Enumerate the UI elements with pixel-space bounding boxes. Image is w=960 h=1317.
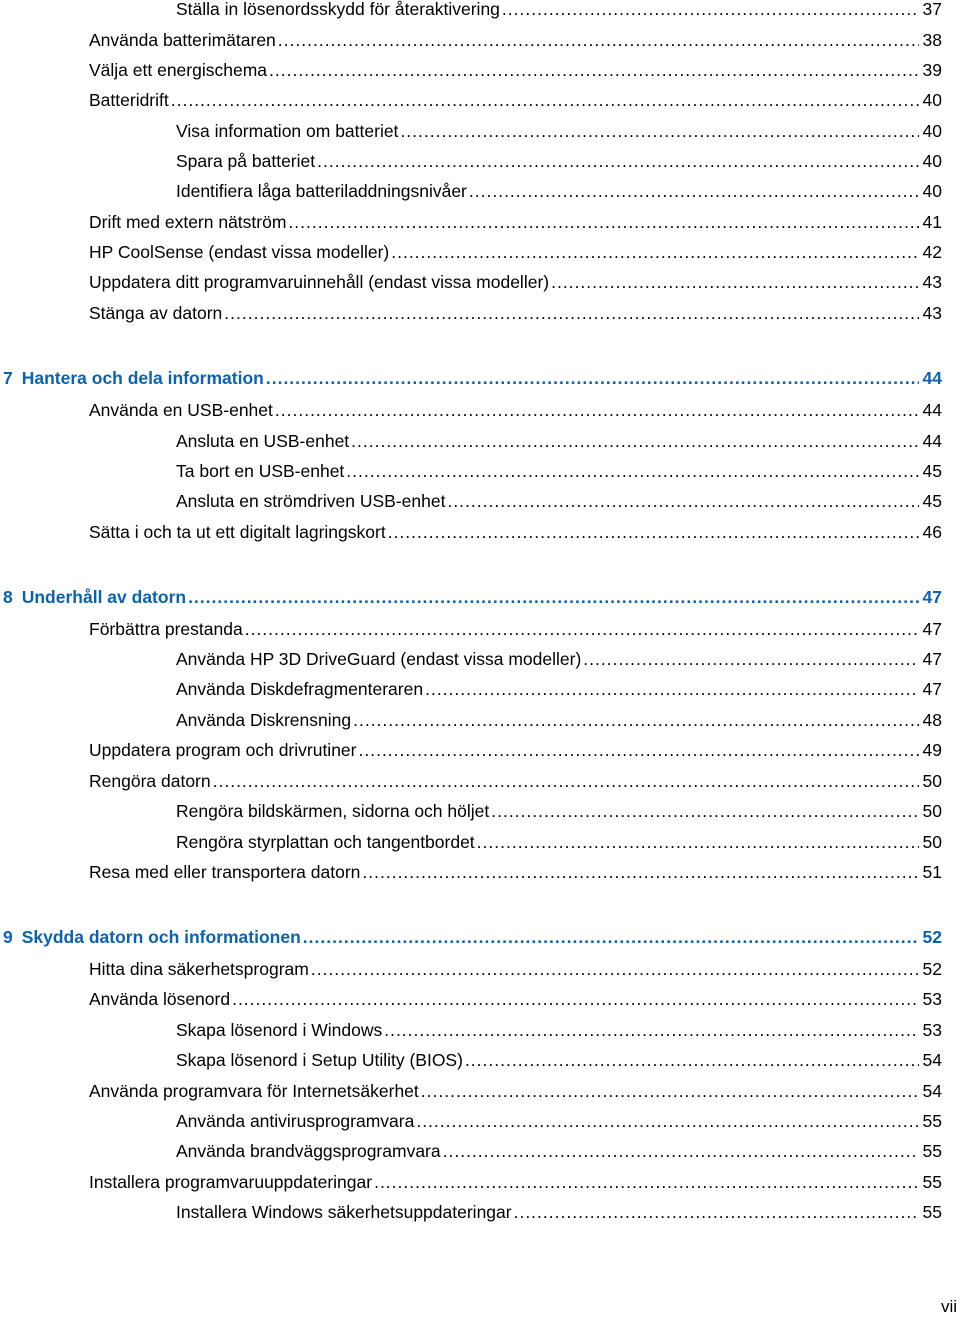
toc-entry-page: 45 xyxy=(922,461,942,481)
toc-entry-page: 55 xyxy=(922,1202,942,1222)
toc-entry[interactable] xyxy=(176,0,942,20)
toc-entry[interactable] xyxy=(89,770,942,792)
dot-leader xyxy=(416,1110,918,1132)
dot-leader xyxy=(425,678,918,700)
toc-entry-title: Välja ett energischema xyxy=(89,60,268,80)
toc-entry[interactable] xyxy=(176,120,942,142)
toc-entry-page: 51 xyxy=(922,862,942,882)
toc-entry-page: 48 xyxy=(922,710,942,730)
toc-entry[interactable] xyxy=(89,302,942,324)
toc-entry[interactable] xyxy=(176,180,942,202)
toc-entry[interactable] xyxy=(89,861,942,883)
toc-entry[interactable] xyxy=(176,1019,942,1041)
toc-entry-title: Ställa in lösenordsskydd för återaktivering xyxy=(176,0,500,19)
toc-entry-title: Visa information om batteriet xyxy=(176,121,399,141)
dot-leader xyxy=(491,800,918,822)
toc-entry-title: Använda lösenord xyxy=(89,989,231,1009)
toc-entry-page: 47 xyxy=(922,649,942,669)
toc-entry-page: 41 xyxy=(922,212,942,232)
toc-entry-page: 54 xyxy=(922,1050,942,1070)
toc-entry-title: Hantera och dela information xyxy=(21,368,264,388)
toc-entry-title: Använda brandväggsprogramvara xyxy=(176,1141,441,1161)
dot-leader xyxy=(502,0,919,20)
toc-entry-title: Uppdatera ditt programvaruinnehåll (endast vissa modeller) xyxy=(89,272,550,292)
toc-entry-title: HP CoolSense (endast vissa modeller) xyxy=(89,242,390,262)
dot-leader xyxy=(351,430,918,452)
dot-leader xyxy=(374,1171,918,1193)
toc-entry-page: 55 xyxy=(922,1111,942,1131)
toc-entry[interactable] xyxy=(176,1201,942,1223)
toc-entry-page: 44 xyxy=(922,431,942,451)
toc-entry-title: Installera Windows säkerhetsuppdateringar xyxy=(176,1202,512,1222)
dot-leader xyxy=(224,302,918,324)
dot-leader xyxy=(288,211,918,233)
dot-leader xyxy=(477,831,919,853)
page-number: vii xyxy=(940,1297,957,1316)
toc-entry-title: Drift med extern nätström xyxy=(89,212,287,232)
dot-leader xyxy=(266,367,919,389)
toc-entry-title: Rengöra styrplattan och tangentbordet xyxy=(176,832,475,852)
toc-entry[interactable] xyxy=(176,1049,942,1071)
toc-entry-page: 46 xyxy=(922,522,942,542)
dot-leader xyxy=(232,988,918,1010)
toc-entry-title: Ta bort en USB-enhet xyxy=(176,461,345,481)
dot-leader xyxy=(391,241,918,263)
toc-entry[interactable] xyxy=(89,399,942,421)
toc-entry-page: 45 xyxy=(922,491,942,511)
toc-entry-title: Använda Diskdefragmenteraren xyxy=(176,679,424,699)
toc-entry-page: 40 xyxy=(922,151,942,171)
dot-leader xyxy=(353,709,918,731)
toc-entry[interactable] xyxy=(89,89,942,111)
toc-entry[interactable] xyxy=(176,490,942,512)
toc-entry-page: 49 xyxy=(922,740,942,760)
toc-entry[interactable] xyxy=(89,1171,942,1193)
toc-entry[interactable] xyxy=(89,211,942,233)
toc-entry-title: Rengöra bildskärmen, sidorna och höljet xyxy=(176,801,490,821)
dot-leader xyxy=(384,1019,918,1041)
toc-entry-title: Stänga av datorn xyxy=(89,303,223,323)
chapter-number: 9 xyxy=(3,927,13,947)
dot-leader xyxy=(362,861,918,883)
dot-leader xyxy=(421,1080,919,1102)
toc-entry-title: Identifiera låga batteriladdningsnivåer xyxy=(176,181,467,201)
dot-leader xyxy=(388,521,919,543)
toc-entry-page: 40 xyxy=(922,121,942,141)
toc-chapter-entry[interactable] xyxy=(3,926,942,948)
toc-entry-title: Ansluta en USB-enhet xyxy=(176,431,350,451)
dot-leader xyxy=(278,29,919,51)
dot-leader xyxy=(311,958,919,980)
toc-entry-title: Underhåll av datorn xyxy=(21,587,187,607)
dot-leader xyxy=(400,120,918,142)
toc-entry-title: Uppdatera program och drivrutiner xyxy=(89,740,357,760)
toc-entry-page: 43 xyxy=(922,272,942,292)
toc-entry-page: 50 xyxy=(922,771,942,791)
toc-entry-page: 47 xyxy=(922,679,942,699)
toc-entry[interactable] xyxy=(89,271,942,293)
toc-entry[interactable] xyxy=(176,1140,942,1162)
toc-entry[interactable] xyxy=(89,618,942,640)
dot-leader xyxy=(514,1201,919,1223)
toc-entry-page: 55 xyxy=(922,1141,942,1161)
toc-entry[interactable] xyxy=(176,831,942,853)
toc-entry[interactable] xyxy=(89,1080,942,1102)
toc-entry-page: 55 xyxy=(922,1172,942,1192)
toc-entry-page: 44 xyxy=(922,400,942,420)
toc-entry-title: Ansluta en strömdriven USB-enhet xyxy=(176,491,446,511)
toc-entry-page: 40 xyxy=(922,90,942,110)
toc-entry-title: Skydda datorn och informationen xyxy=(21,927,301,947)
toc-entry-title: Använda programvara för Internetsäkerhet xyxy=(89,1081,419,1101)
toc-entry-page: 44 xyxy=(922,368,942,388)
toc-entry-page: 52 xyxy=(922,927,942,947)
toc-entry-title: Rengöra datorn xyxy=(89,771,211,791)
toc-entry-title: Batteridrift xyxy=(89,90,169,110)
toc-entry[interactable] xyxy=(176,709,942,731)
toc-entry[interactable] xyxy=(176,460,942,482)
dot-leader xyxy=(269,59,919,81)
toc-entry-title: Sätta i och ta ut ett digitalt lagringskort xyxy=(89,522,386,542)
toc-entry-page: 53 xyxy=(922,989,942,1009)
dot-leader xyxy=(171,89,919,111)
dot-leader xyxy=(303,926,919,948)
dot-leader xyxy=(583,648,918,670)
toc-entry-page: 40 xyxy=(922,181,942,201)
dot-leader xyxy=(551,271,918,293)
dot-leader xyxy=(469,180,919,202)
dot-leader xyxy=(465,1049,919,1071)
toc-entry[interactable] xyxy=(89,241,942,263)
toc-entry[interactable] xyxy=(176,150,942,172)
toc-entry[interactable] xyxy=(89,59,942,81)
dot-leader xyxy=(443,1140,919,1162)
toc-entry[interactable] xyxy=(89,29,942,51)
toc-entry-page: 38 xyxy=(922,30,942,50)
toc-entry-page: 47 xyxy=(922,619,942,639)
dot-leader xyxy=(275,399,919,421)
dot-leader xyxy=(359,739,919,761)
toc-entry-title: Spara på batteriet xyxy=(176,151,316,171)
toc-entry-page: 43 xyxy=(922,303,942,323)
toc-entry-page: 50 xyxy=(922,801,942,821)
toc-entry-title: Hitta dina säkerhetsprogram xyxy=(89,959,309,979)
toc-entry-title: Resa med eller transportera datorn xyxy=(89,862,361,882)
toc-entry-title: Skapa lösenord i Windows xyxy=(176,1020,383,1040)
toc-entry-title: Installera programvaruuppdateringar xyxy=(89,1172,373,1192)
chapter-number: 7 xyxy=(3,368,13,388)
dot-leader xyxy=(245,618,919,640)
toc-entry-page: 50 xyxy=(922,832,942,852)
dot-leader xyxy=(447,490,918,512)
dot-leader xyxy=(317,150,918,172)
toc-chapter-entry[interactable] xyxy=(3,586,942,608)
toc-entry[interactable] xyxy=(176,678,942,700)
toc-entry-page: 39 xyxy=(922,60,942,80)
toc-entry-title: Använda batterimätaren xyxy=(89,30,276,50)
dot-leader xyxy=(346,460,918,482)
toc-entry-page: 52 xyxy=(922,959,942,979)
toc-entry-page: 42 xyxy=(922,242,942,262)
toc-entry-page: 37 xyxy=(922,0,942,19)
toc-entry-title: Förbättra prestanda xyxy=(89,619,243,639)
toc-entry[interactable] xyxy=(89,521,942,543)
toc-entry[interactable] xyxy=(89,739,942,761)
toc-entry-title: Använda antivirusprogramvara xyxy=(176,1111,415,1131)
toc-entry-page: 53 xyxy=(922,1020,942,1040)
toc-chapter-entry[interactable] xyxy=(3,367,942,389)
toc-entry[interactable] xyxy=(176,800,942,822)
dot-leader xyxy=(188,586,918,608)
toc-entry-page: 54 xyxy=(922,1081,942,1101)
toc-entry[interactable] xyxy=(176,1110,942,1132)
toc-entry[interactable] xyxy=(176,648,942,670)
toc-entry[interactable] xyxy=(89,958,942,980)
toc-entry[interactable] xyxy=(89,988,942,1010)
toc-entry-title: Använda Diskrensning xyxy=(176,710,352,730)
toc-entry[interactable] xyxy=(176,430,942,452)
toc-entry-title: Använda HP 3D DriveGuard (endast vissa modeller) xyxy=(176,649,582,669)
toc-entry-title: Skapa lösenord i Setup Utility (BIOS) xyxy=(176,1050,463,1070)
dot-leader xyxy=(213,770,919,792)
toc-entry-page: 47 xyxy=(922,587,942,607)
toc-entry-title: Använda en USB-enhet xyxy=(89,400,273,420)
chapter-number: 8 xyxy=(3,587,13,607)
